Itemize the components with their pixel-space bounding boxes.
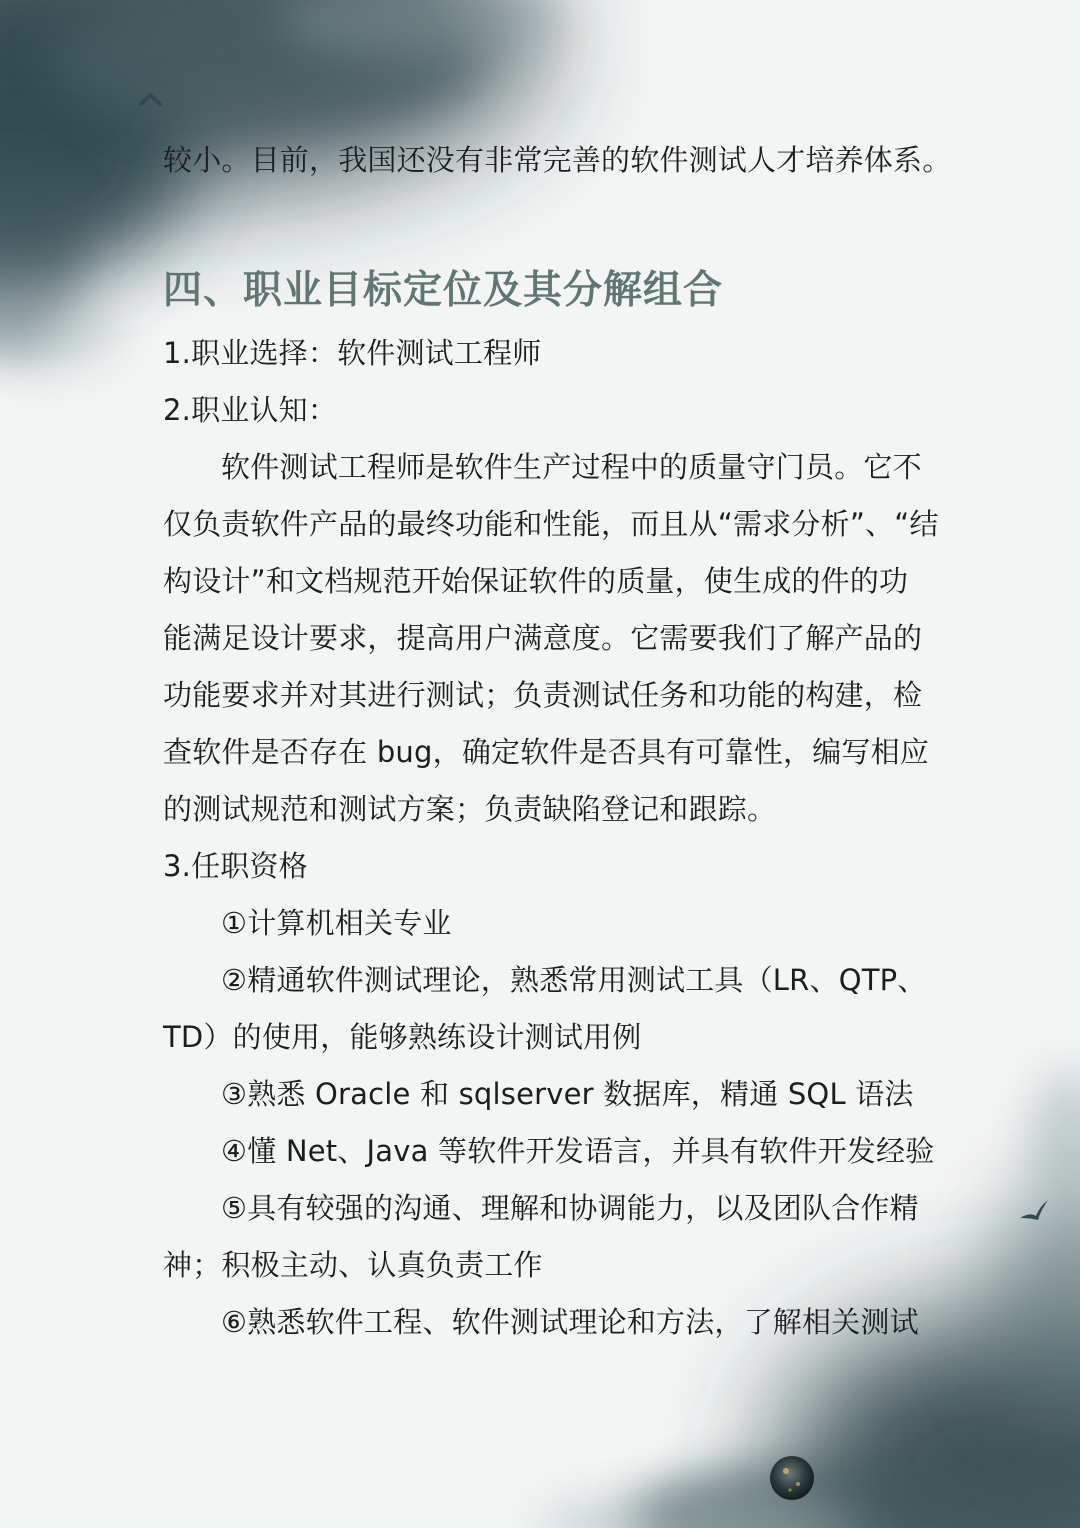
paragraph-text: 较小。目前，我国还没有非常完善的软件测试人才培养体系。 bbox=[163, 143, 952, 177]
qualification-line: ⑤具有较强的沟通、理解和协调能力，以及团队合作精 bbox=[221, 1191, 919, 1225]
qualification-line: 神；积极主动、认真负责工作 bbox=[163, 1248, 543, 1282]
document-body bbox=[163, 132, 952, 1351]
qualification-list bbox=[163, 895, 935, 1351]
paragraph-line: 查软件是否存在 bug，确定软件是否具有可靠性，编写相应 bbox=[163, 735, 930, 769]
qualification-line: ①计算机相关专业 bbox=[221, 906, 452, 940]
paragraph-line: 功能要求并对其进行测试；负责测试任务和功能的构建，检 bbox=[163, 678, 923, 712]
qualification-line: TD）的使用，能够熟练设计测试用例 bbox=[163, 1020, 642, 1054]
paragraph-line: 软件测试工程师是软件生产过程中的质量守门员。它不 bbox=[221, 450, 922, 484]
moon-orb bbox=[770, 1456, 814, 1500]
qualification-line: ②精通软件测试理论，熟悉常用测试工具（LR、QTP、 bbox=[221, 963, 927, 997]
qualification-line: ④懂 Net、Java 等软件开发语言，并具有软件开发经验 bbox=[221, 1134, 935, 1168]
paragraph-line: 构设计”和文档规范开始保证软件的质量，使生成的件的功 bbox=[163, 564, 909, 598]
section-heading: 四、职业目标定位及其分解组合 bbox=[163, 268, 724, 313]
list-item: 3.任职资格 bbox=[163, 849, 308, 883]
qualification-line: ⑥熟悉软件工程、软件测试理论和方法，了解相关测试 bbox=[221, 1305, 919, 1339]
paragraph-line: 的测试规范和测试方案；负责缺陷登记和跟踪。 bbox=[163, 792, 777, 826]
cognition-paragraph bbox=[163, 439, 939, 838]
paragraph-line: 仅负责软件产品的最终功能和性能，而且从“需求分析”、“结 bbox=[163, 507, 939, 541]
paragraph-line: 能满足设计要求，提高用户满意度。它需要我们了解产品的 bbox=[163, 621, 923, 655]
qualification-line: ③熟悉 Oracle 和 sqlserver 数据库，精通 SQL 语法 bbox=[221, 1077, 914, 1111]
list-item: 2.职业认知： bbox=[163, 393, 338, 427]
list-item: 1.职业选择：软件测试工程师 bbox=[163, 336, 542, 370]
